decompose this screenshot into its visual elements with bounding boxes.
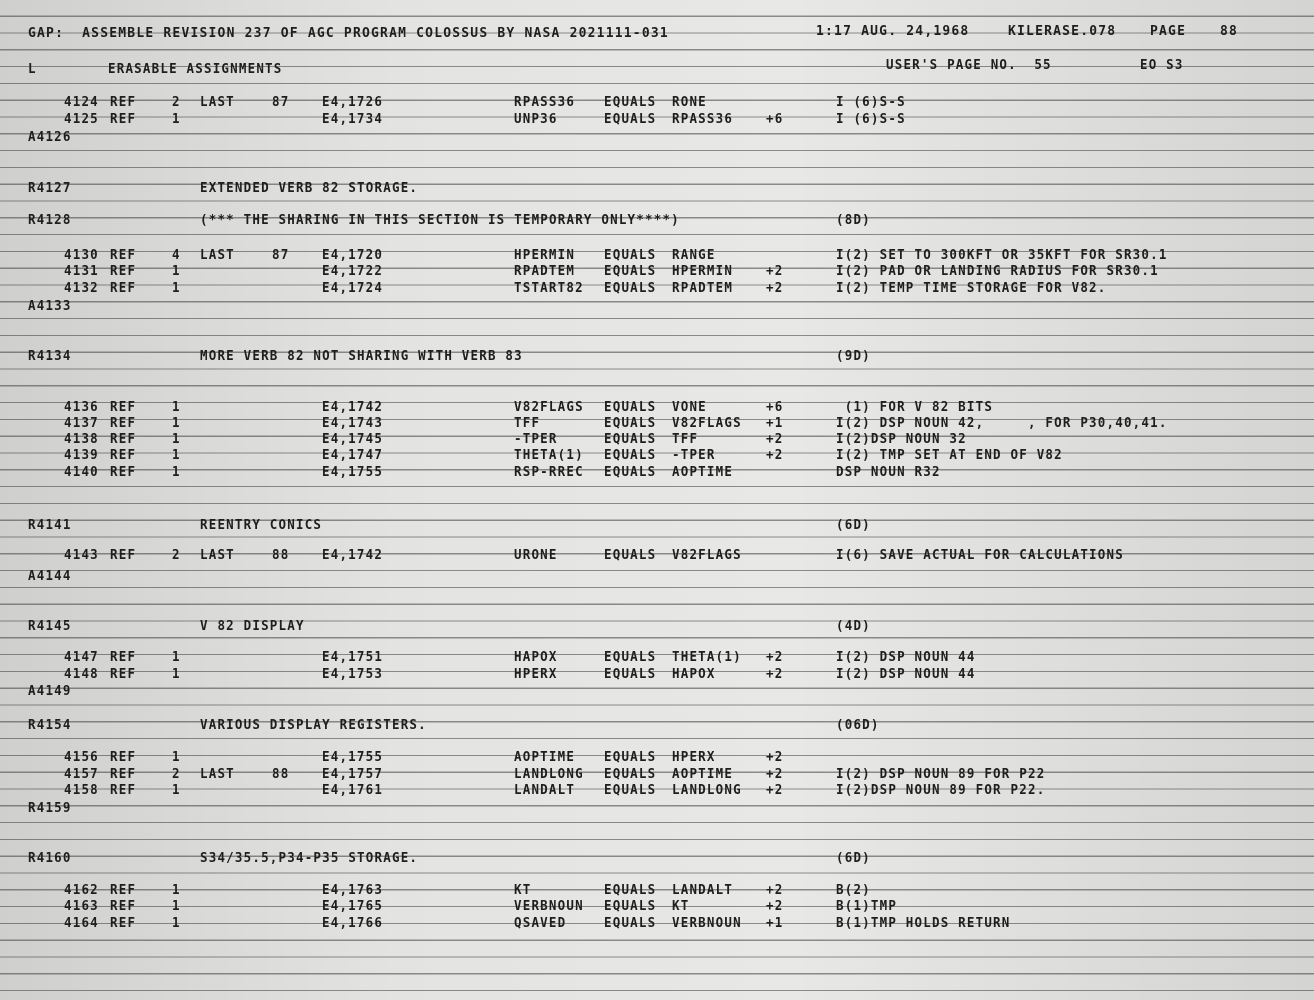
ref-keyword: REF	[110, 648, 137, 665]
offset: +2	[766, 279, 784, 296]
last-page: 87	[272, 93, 290, 110]
symbol-name: AOPTIME	[514, 748, 576, 765]
offset: +2	[766, 648, 784, 665]
last-keyword: LAST	[200, 546, 235, 563]
symbol-name: RPASS36	[514, 93, 576, 110]
header-title: GAP: ASSEMBLE REVISION 237 OF AGC PROGRAM COLOSSUS BY NASA 2021111-031	[28, 25, 669, 42]
section-count: (9D)	[836, 347, 871, 364]
equals-opcode: EQUALS	[604, 430, 657, 447]
operand: -TPER	[672, 446, 716, 463]
equals-opcode: EQUALS	[604, 546, 657, 563]
offset: +2	[766, 881, 784, 898]
line-number: 4164	[64, 914, 99, 931]
section-label: R4141	[28, 516, 72, 533]
ref-count: 1	[172, 262, 181, 279]
line-number: 4136	[64, 398, 99, 415]
ref-keyword: REF	[110, 398, 137, 415]
offset: +1	[766, 914, 784, 931]
section-heading: V 82 DISPLAY	[200, 617, 305, 634]
comment: I(2) DSP NOUN 44	[836, 648, 976, 665]
comment: I(2)DSP NOUN 89 FOR P22.	[836, 781, 1046, 798]
symbol-name: -TPER	[514, 430, 558, 447]
operand: LANDALT	[672, 881, 734, 898]
ref-count: 1	[172, 279, 181, 296]
line-number: 4138	[64, 430, 99, 447]
symbol-name: URONE	[514, 546, 558, 563]
symbol-name: QSAVED	[514, 914, 567, 931]
section-heading: EXTENDED VERB 82 STORAGE.	[200, 179, 419, 196]
comment: I(2) TEMP TIME STORAGE FOR V82.	[836, 279, 1107, 296]
section-count: (6D)	[836, 849, 871, 866]
symbol-name: THETA(1)	[514, 446, 584, 463]
comment: I (6)S-S	[836, 93, 906, 110]
equals-opcode: EQUALS	[604, 398, 657, 415]
ref-keyword: REF	[110, 463, 137, 480]
comment: B(1)TMP HOLDS RETURN	[836, 914, 1011, 931]
line-number: 4125	[64, 110, 99, 127]
last-keyword: LAST	[200, 765, 235, 782]
erasable-address: E4,1743	[322, 414, 384, 431]
equals-opcode: EQUALS	[604, 463, 657, 480]
line-number: 4131	[64, 262, 99, 279]
ref-keyword: REF	[110, 546, 137, 563]
section-count: (8D)	[836, 211, 871, 228]
ref-count: 1	[172, 781, 181, 798]
equals-opcode: EQUALS	[604, 665, 657, 682]
section-count: (4D)	[836, 617, 871, 634]
header-page-number: 88	[1220, 23, 1239, 40]
operand: HAPOX	[672, 665, 716, 682]
equals-opcode: EQUALS	[604, 897, 657, 914]
symbol-name: RSP-RREC	[514, 463, 584, 480]
operand: HPERMIN	[672, 262, 734, 279]
equals-opcode: EQUALS	[604, 748, 657, 765]
erasable-address: E4,1765	[322, 897, 384, 914]
offset: +2	[766, 262, 784, 279]
comment: I(6) SAVE ACTUAL FOR CALCULATIONS	[836, 546, 1124, 563]
ref-keyword: REF	[110, 781, 137, 798]
ref-count: 1	[172, 881, 181, 898]
operand: V82FLAGS	[672, 414, 742, 431]
ref-keyword: REF	[110, 110, 137, 127]
ref-count: 2	[172, 546, 181, 563]
offset: +2	[766, 748, 784, 765]
section-label: R4128	[28, 211, 72, 228]
symbol-name: HPERX	[514, 665, 558, 682]
ref-count: 1	[172, 430, 181, 447]
erasable-address: E4,1726	[322, 93, 384, 110]
erasable-address: E4,1761	[322, 781, 384, 798]
operand: VONE	[672, 398, 707, 415]
comment: I(2) SET TO 300KFT OR 35KFT FOR SR30.1	[836, 246, 1168, 263]
header-time: 1:17 AUG. 24,1968	[816, 23, 970, 40]
ref-keyword: REF	[110, 430, 137, 447]
ref-count: 1	[172, 914, 181, 931]
comment: I (6)S-S	[836, 110, 906, 127]
erasable-address: E4,1734	[322, 110, 384, 127]
ref-keyword: REF	[110, 897, 137, 914]
line-number: 4147	[64, 648, 99, 665]
last-page: 88	[272, 546, 290, 563]
comment: B(2)	[836, 881, 871, 898]
symbol-name: LANDALT	[514, 781, 576, 798]
offset: +2	[766, 897, 784, 914]
erasable-address: E4,1742	[322, 546, 384, 563]
ref-count: 1	[172, 748, 181, 765]
comment: I(2) PAD OR LANDING RADIUS FOR SR30.1	[836, 262, 1159, 279]
comment: I(2) DSP NOUN 42, , FOR P30,40,41.	[836, 414, 1168, 431]
section-label: A4133	[28, 297, 72, 314]
line-number: 4124	[64, 93, 99, 110]
offset: +2	[766, 765, 784, 782]
section-label: R4134	[28, 347, 72, 364]
comment: B(1)TMP	[836, 897, 898, 914]
operand: THETA(1)	[672, 648, 742, 665]
symbol-name: HAPOX	[514, 648, 558, 665]
section-heading: S34/35.5,P34-P35 STORAGE.	[200, 849, 419, 866]
symbol-name: LANDLONG	[514, 765, 584, 782]
operand: HPERX	[672, 748, 716, 765]
section-title: ERASABLE ASSIGNMENTS	[108, 60, 283, 77]
line-number: 4148	[64, 665, 99, 682]
offset: +2	[766, 430, 784, 447]
ref-count: 1	[172, 414, 181, 431]
ref-keyword: REF	[110, 881, 137, 898]
ref-count: 1	[172, 446, 181, 463]
equals-opcode: EQUALS	[604, 262, 657, 279]
section-heading: (*** THE SHARING IN THIS SECTION IS TEMPORARY ONLY****)	[200, 211, 680, 228]
erasable-address: E4,1753	[322, 665, 384, 682]
offset: +2	[766, 446, 784, 463]
ref-count: 1	[172, 398, 181, 415]
ref-count: 1	[172, 648, 181, 665]
line-number: 4130	[64, 246, 99, 263]
ref-keyword: REF	[110, 246, 137, 263]
erasable-address: E4,1763	[322, 881, 384, 898]
comment: I(2) DSP NOUN 89 FOR P22	[836, 765, 1046, 782]
equals-opcode: EQUALS	[604, 648, 657, 665]
operand: RONE	[672, 93, 707, 110]
ref-count: 1	[172, 463, 181, 480]
offset: +2	[766, 665, 784, 682]
ref-keyword: REF	[110, 93, 137, 110]
section-label: A4144	[28, 567, 72, 584]
offset: +1	[766, 414, 784, 431]
section-label: A4126	[28, 128, 72, 145]
line-number: 4137	[64, 414, 99, 431]
equals-opcode: EQUALS	[604, 765, 657, 782]
offset: +6	[766, 398, 784, 415]
ref-keyword: REF	[110, 665, 137, 682]
erasable-address: E4,1724	[322, 279, 384, 296]
ref-keyword: REF	[110, 446, 137, 463]
operand: LANDLONG	[672, 781, 742, 798]
section-heading: REENTRY CONICS	[200, 516, 323, 533]
eo-marker: EO S3	[1140, 56, 1184, 73]
symbol-name: KT	[514, 881, 532, 898]
equals-opcode: EQUALS	[604, 246, 657, 263]
equals-opcode: EQUALS	[604, 93, 657, 110]
operand: RPASS36	[672, 110, 734, 127]
erasable-address: E4,1742	[322, 398, 384, 415]
section-label: A4149	[28, 682, 72, 699]
symbol-name: VERBNOUN	[514, 897, 584, 914]
equals-opcode: EQUALS	[604, 881, 657, 898]
symbol-name: RPADTEM	[514, 262, 576, 279]
symbol-name: TSTART82	[514, 279, 584, 296]
operand: VERBNOUN	[672, 914, 742, 931]
line-number: 4158	[64, 781, 99, 798]
operand: TFF	[672, 430, 699, 447]
ref-keyword: REF	[110, 279, 137, 296]
erasable-address: E4,1722	[322, 262, 384, 279]
ref-keyword: REF	[110, 765, 137, 782]
symbol-name: UNP36	[514, 110, 558, 127]
line-number: 4156	[64, 748, 99, 765]
section-label: R4127	[28, 179, 72, 196]
header-file: KILERASE.078	[1008, 23, 1117, 40]
ref-keyword: REF	[110, 914, 137, 931]
ref-count: 1	[172, 665, 181, 682]
erasable-address: E4,1755	[322, 748, 384, 765]
operand: KT	[672, 897, 690, 914]
operand: RANGE	[672, 246, 716, 263]
erasable-address: E4,1745	[322, 430, 384, 447]
operand: AOPTIME	[672, 765, 734, 782]
equals-opcode: EQUALS	[604, 781, 657, 798]
section-label: R4154	[28, 716, 72, 733]
section-label: R4160	[28, 849, 72, 866]
header-page-label: PAGE	[1150, 23, 1187, 40]
line-number: 4139	[64, 446, 99, 463]
comment: I(2) DSP NOUN 44	[836, 665, 976, 682]
ref-count: 4	[172, 246, 181, 263]
offset: +6	[766, 110, 784, 127]
symbol-name: TFF	[514, 414, 541, 431]
section-count: (6D)	[836, 516, 871, 533]
ref-keyword: REF	[110, 748, 137, 765]
equals-opcode: EQUALS	[604, 414, 657, 431]
erasable-address: E4,1766	[322, 914, 384, 931]
operand: RPADTEM	[672, 279, 734, 296]
user-page-number: USER'S PAGE NO. 55	[886, 56, 1052, 73]
ref-count: 2	[172, 93, 181, 110]
list-flag: L	[28, 60, 37, 77]
ref-keyword: REF	[110, 262, 137, 279]
line-number: 4157	[64, 765, 99, 782]
operand: AOPTIME	[672, 463, 734, 480]
symbol-name: HPERMIN	[514, 246, 576, 263]
equals-opcode: EQUALS	[604, 110, 657, 127]
ref-count: 1	[172, 110, 181, 127]
equals-opcode: EQUALS	[604, 446, 657, 463]
section-heading: VARIOUS DISPLAY REGISTERS.	[200, 716, 427, 733]
section-label: R4145	[28, 617, 72, 634]
ref-keyword: REF	[110, 414, 137, 431]
symbol-name: V82FLAGS	[514, 398, 584, 415]
erasable-address: E4,1755	[322, 463, 384, 480]
equals-opcode: EQUALS	[604, 279, 657, 296]
last-page: 87	[272, 246, 290, 263]
comment: DSP NOUN R32	[836, 463, 941, 480]
line-number: 4140	[64, 463, 99, 480]
last-keyword: LAST	[200, 93, 235, 110]
erasable-address: E4,1757	[322, 765, 384, 782]
comment: I(2)DSP NOUN 32	[836, 430, 967, 447]
section-count: (06D)	[836, 716, 880, 733]
equals-opcode: EQUALS	[604, 914, 657, 931]
ref-count: 2	[172, 765, 181, 782]
erasable-address: E4,1720	[322, 246, 384, 263]
line-number: 4132	[64, 279, 99, 296]
comment: I(2) TMP SET AT END OF V82	[836, 446, 1063, 463]
ref-count: 1	[172, 897, 181, 914]
operand: V82FLAGS	[672, 546, 742, 563]
comment: (1) FOR V 82 BITS	[836, 398, 994, 415]
line-number: 4143	[64, 546, 99, 563]
erasable-address: E4,1747	[322, 446, 384, 463]
section-label: R4159	[28, 799, 72, 816]
line-number: 4163	[64, 897, 99, 914]
section-heading: MORE VERB 82 NOT SHARING WITH VERB 83	[200, 347, 523, 364]
erasable-address: E4,1751	[322, 648, 384, 665]
last-keyword: LAST	[200, 246, 235, 263]
offset: +2	[766, 781, 784, 798]
line-number: 4162	[64, 881, 99, 898]
last-page: 88	[272, 765, 290, 782]
